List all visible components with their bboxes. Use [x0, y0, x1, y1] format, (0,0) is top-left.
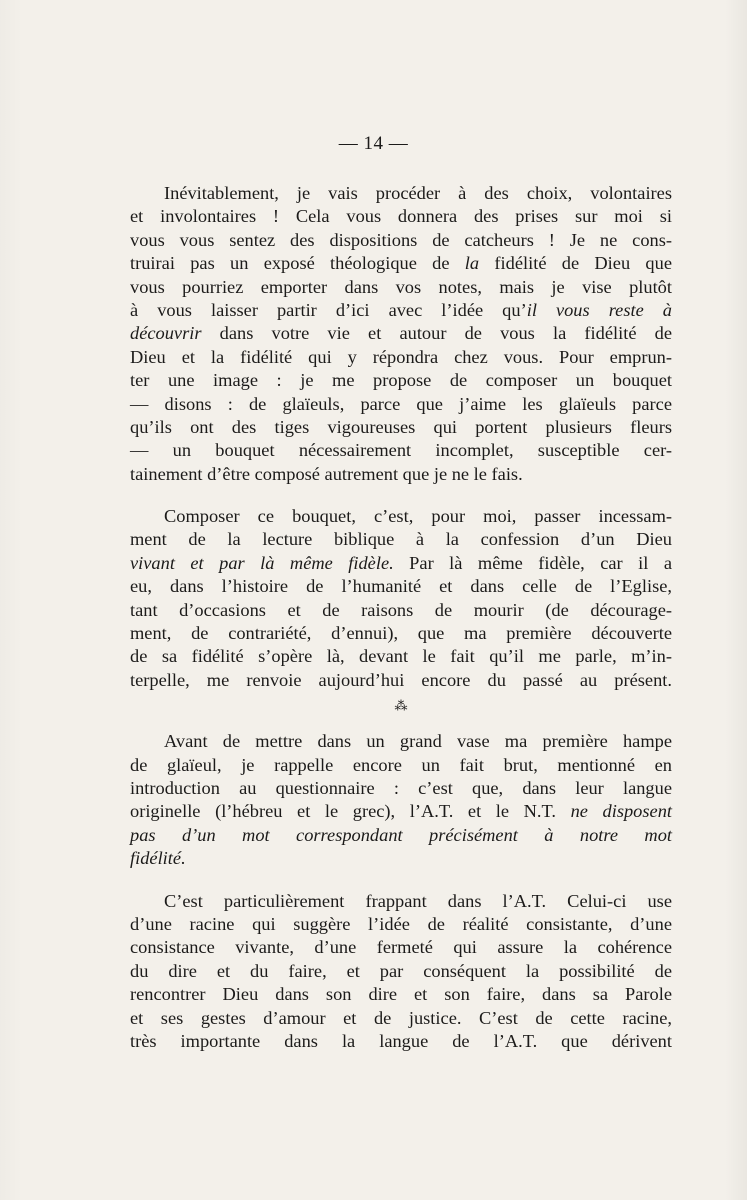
- text-line: [130, 983, 672, 1006]
- text-line: [130, 936, 672, 959]
- text-run: — un bouquet nécessairement incomplet, susceptible cer-: [130, 440, 672, 461]
- text-line: [130, 439, 672, 462]
- text-line: [130, 552, 672, 575]
- text-run: d’une racine qui suggère l’idée de réalité consistante, d’une: [130, 913, 672, 934]
- section-break-asterism: ⁂: [394, 698, 408, 714]
- text-line: [130, 322, 672, 345]
- text-run: dans votre vie et autour de vous la fidélité de: [201, 323, 672, 344]
- text-line: [130, 229, 672, 252]
- text-run: Avant de mettre dans un grand vase ma première hampe: [164, 731, 672, 752]
- text-run: — disons : de glaïeuls, parce que j’aime les glaïeuls parce: [130, 393, 672, 414]
- text-line: [130, 890, 672, 913]
- text-run: originelle (l’hébreu et le grec), l’A.T. et le N.T.: [130, 801, 571, 822]
- text-run: Inévitablement, je vais procéder à des choix, volontaires: [164, 183, 672, 203]
- text-line: [130, 252, 672, 275]
- text-line: [130, 800, 672, 823]
- text-line: [130, 369, 672, 392]
- text-line: [130, 913, 672, 936]
- text-line: [130, 777, 672, 800]
- text-run: et involontaires ! Cela vous donnera des prises sur moi si: [130, 206, 672, 227]
- italic-text: la: [464, 253, 480, 274]
- text-run: ment, de contrariété, d’ennui), que ma première découverte: [130, 623, 672, 644]
- text-run: C’est particulièrement frappant dans l’A.T. Celui-ci use: [164, 890, 672, 911]
- text-line: [130, 416, 672, 439]
- text-line: [130, 669, 672, 692]
- text-run: vous pourriez emporter dans vos notes, mais je vise plutôt: [130, 276, 672, 297]
- text-run: Dieu et la fidélité qui y répondra chez vous. Pour emprun-: [130, 346, 672, 367]
- text-line: [130, 205, 672, 228]
- text-line: [130, 960, 672, 983]
- text-run: eu, dans l’histoire de l’humanité et dans celle de l’Eglise,: [130, 576, 672, 597]
- text-line: [130, 599, 672, 622]
- text-run: introduction au questionnaire : c’est que, dans leur langue: [130, 777, 672, 798]
- italic-text: vivant et par là même fidèle.: [130, 552, 394, 573]
- text-run: qu’ils ont des tiges vigoureuses qui portent plusieurs fleurs: [130, 416, 672, 437]
- paragraph-gap: [130, 486, 672, 505]
- text-run: à vous laisser partir d’ici avec l’idée qu’: [130, 299, 527, 320]
- italic-text: ne disposent: [570, 801, 673, 822]
- italic-text: il vous reste à: [526, 299, 672, 320]
- text-line: [130, 622, 672, 645]
- text-run: Composer ce bouquet, c’est, pour moi, passer incessam-: [164, 506, 672, 527]
- text-line: [130, 299, 672, 322]
- text-run: ment de la lecture biblique à la confession d’un Dieu: [130, 529, 672, 550]
- text-line: [130, 754, 672, 777]
- text-line: [130, 505, 672, 528]
- text-line: [130, 346, 672, 369]
- body-text: [130, 182, 672, 1053]
- text-run: de glaïeul, je rappelle encore un fait brut, mentionné en: [130, 754, 672, 775]
- text-run: tant d’occasions et de raisons de mourir (de décourage-: [130, 599, 672, 620]
- text-line: [130, 575, 672, 598]
- paragraph-gap: [130, 871, 672, 890]
- text-line: [130, 276, 672, 299]
- italic-text: découvrir: [130, 323, 202, 344]
- text-run: truirai pas un exposé théologique de: [130, 253, 465, 274]
- text-line: [130, 182, 672, 205]
- text-run: tainement d’être composé autrement que je ne le fais.: [130, 463, 523, 484]
- text-line: [130, 463, 672, 486]
- text-run: de sa fidélité s’opère là, devant le fait qu’il me parle, m’in-: [130, 646, 672, 667]
- text-run: rencontrer Dieu dans son dire et son faire, dans sa Parole: [130, 984, 672, 1005]
- text-line: [130, 393, 672, 416]
- paragraph-4: [130, 890, 672, 1054]
- text-line: [130, 730, 672, 753]
- paragraph-3: [130, 730, 672, 870]
- paragraph-gap: [130, 720, 672, 730]
- text-run: terpelle, me renvoie aujourd’hui encore du passé au présent.: [130, 669, 672, 690]
- paragraph-2: [130, 505, 672, 692]
- text-run: Par là même fidèle, car il a: [393, 552, 672, 573]
- text-run: consistance vivante, d’une fermeté qui assure la cohérence: [130, 937, 672, 958]
- text-run: vous vous sentez des dispositions de catcheurs ! Je ne cons-: [130, 229, 672, 250]
- text-run: ter une image : je me propose de composer un bouquet: [130, 370, 672, 391]
- paragraph-1: [130, 182, 672, 486]
- italic-text: fidélité.: [130, 848, 186, 869]
- text-line: [130, 1030, 672, 1053]
- text-run: et ses gestes d’amour et de justice. C’est de cette racine,: [130, 1007, 672, 1028]
- text-run: très importante dans la langue de l’A.T. que dérivent: [130, 1030, 672, 1051]
- text-run: fidélité de Dieu que: [479, 253, 672, 274]
- text-line: [130, 528, 672, 551]
- text-line: [130, 645, 672, 668]
- text-line: [130, 847, 672, 870]
- text-run: du dire et du faire, et par conséquent la possibilité de: [130, 960, 672, 981]
- italic-text: pas d’un mot correspondant précisément à notre mot: [130, 824, 672, 845]
- text-line: [130, 824, 672, 847]
- page-number: — 14 —: [338, 133, 409, 154]
- text-line: [130, 1007, 672, 1030]
